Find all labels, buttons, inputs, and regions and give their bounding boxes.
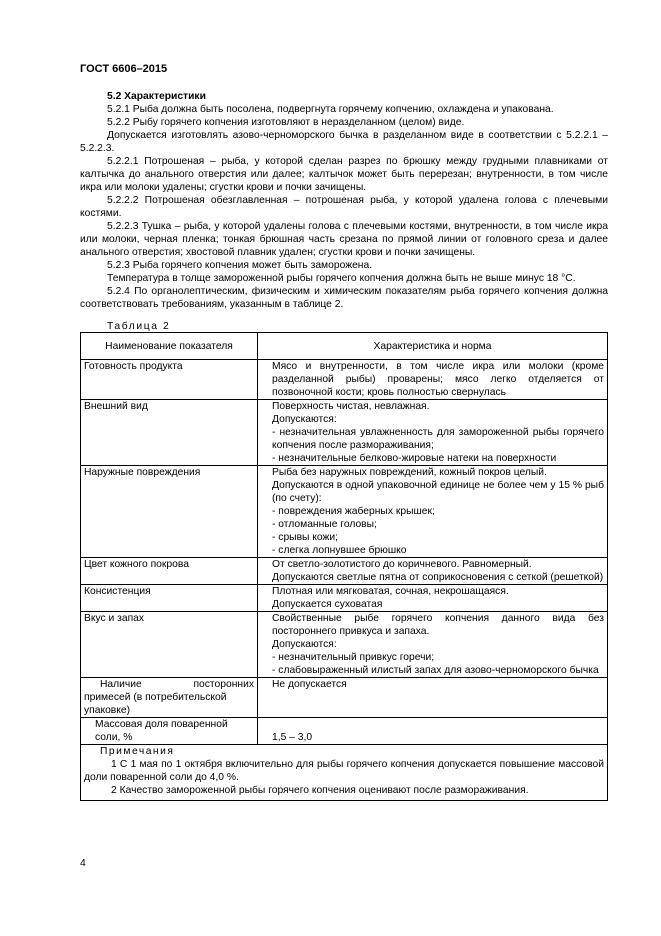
value-line: Не допускается (272, 679, 347, 690)
note-1: 1 С 1 мая по 1 октября включительно для рыбы горячего копчения допускается повышение массовой доли поваренной соли до 4,0 %. (84, 759, 604, 783)
value-line: 1,5 – 3,0 (272, 732, 313, 743)
row-value (258, 585, 608, 612)
section-5-2 (80, 90, 608, 311)
value-line: Допускаются: (272, 639, 337, 650)
value-line: Поверхность чистая, невлажная. (272, 401, 430, 412)
row-name: Консистенция (81, 585, 258, 612)
value-line: - срывы кожи; (272, 532, 339, 543)
notes-title: Примечания (100, 746, 175, 757)
row-name: Наружные повреждения (81, 466, 258, 558)
row-name: Цвет кожного покрова (81, 558, 258, 585)
value-line: Допускаются светлые пятна от соприкосновения с сеткой (решеткой) (272, 572, 604, 583)
value-line: - незначительная увлажненность для замороженной рыбы горячего копчения после размораживания; (272, 427, 604, 451)
table-row (81, 585, 608, 612)
table-caption: Таблица 2 (107, 321, 171, 332)
row-name: Внешний вид (81, 400, 258, 466)
paragraph-5-2-4: 5.2.4 По органолептическим, физическим и химическим показателям рыба горячего копчения должна соответствовать требованиям, указанным в таблице 2. (80, 286, 608, 310)
row-value (258, 678, 608, 718)
value-line: Допускаются: (272, 414, 337, 425)
paragraph-5-2-1: 5.2.1 Рыба должна быть посолена, подвергнута горячему копчению, охлаждена и упакована. (107, 104, 554, 115)
row-name-line: примесей (в потребительской упаковке) (84, 692, 227, 716)
value-line: Допускается суховатая (272, 599, 383, 610)
notes-row (81, 745, 608, 801)
spec-table (80, 332, 608, 801)
header-indicator: Наименование показателя (81, 333, 258, 360)
row-name-line: Наличие посторонних (100, 679, 254, 690)
value-line: Плотная или мягковатая, сочная, некрошащаяся. (272, 586, 509, 597)
row-value (258, 612, 608, 678)
value-line: От светло-золотистого до коричневого. Равномерный. (272, 559, 532, 570)
section-title: 5.2 Характеристики (107, 91, 206, 102)
value-line: - слабовыраженный илистый запах для азово-черноморского бычка (272, 665, 599, 676)
paragraph-5-2-2: 5.2.2 Рыбу горячего копчения изготовляют в неразделанном (целом) виде. (107, 117, 465, 128)
value-line: - незначительный привкус горечи; (272, 652, 435, 663)
row-name (81, 678, 258, 718)
row-value (258, 360, 608, 400)
row-value (258, 558, 608, 585)
row-name: Готовность продукта (81, 360, 258, 400)
table-row (81, 360, 608, 400)
value-line: - повреждения жаберных крышек; (272, 506, 435, 517)
table-header-row (81, 333, 608, 360)
table-row (81, 718, 608, 745)
page-number: 4 (80, 858, 86, 869)
paragraph-5-2-2-2: 5.2.2.2 Потрошеная обезглавленная – потрошеная рыба, у которой удалена голова с плечевыми костями. (80, 195, 608, 219)
table-row (81, 400, 608, 466)
paragraph-temperature: Температура в толще замороженной рыбы горячего копчения должна быть не выше минус 18 °С. (107, 273, 576, 284)
table-row (81, 558, 608, 585)
row-value (258, 466, 608, 558)
table-row (81, 466, 608, 558)
table-notes (81, 745, 608, 801)
value-line: - слегка лопнувшее брюшко (272, 545, 407, 556)
row-name: Массовая доля поваренной соли, % (81, 718, 258, 745)
value-line: Мясо и внутренности, в том числе икра или молоки (кроме разделанной рыбы) проварены; мясо легко отделяется от позвоночной кости; кровь полностью свернулась (272, 361, 604, 398)
row-name: Вкус и запах (81, 612, 258, 678)
value-line: - отломанные головы; (272, 519, 377, 530)
paragraph-5-2-2-3: 5.2.2.3 Тушка – рыба, у которой удалены голова с плечевыми костями, внутренности, в том числе икра или молоки, черная пленка; тонкая брюшная часть срезана по прямой линии от головного среза и далее анального отверстия; хвостовой плавник удален; сгустки крови и почки зачищены. (80, 221, 608, 258)
value-line: - незначительные белково-жировые натеки на поверхности (272, 453, 557, 464)
paragraph-allowed-cut: Допускается изготовлять азово-черноморского бычка в разделанном виде в соответствии с 5.2.2.1 – 5.2.2.3. (80, 130, 608, 154)
note-2: 2 Качество замороженной рыбы горячего копчения оценивают после размораживания. (111, 785, 529, 796)
paragraph-5-2-3: 5.2.3 Рыба горячего копчения может быть заморожена. (107, 260, 373, 271)
document-header: ГОСТ 6606–2015 (80, 63, 168, 75)
row-value (258, 400, 608, 466)
value-line: Свойственные рыбе горячего копчения данного вида без постороннего привкуса и запаха. (272, 613, 604, 637)
value-line: Допускаются в одной упаковочной единице не более чем у 15 % рыб (по счету): (272, 480, 604, 504)
header-characteristic: Характеристика и норма (258, 333, 608, 360)
value-line: Рыба без наружных повреждений, кожный покров целый. (272, 467, 547, 478)
table-row (81, 678, 608, 718)
table-row (81, 612, 608, 678)
paragraph-5-2-2-1: 5.2.2.1 Потрошеная – рыба, у которой сделан разрез по брюшку между грудными плавниками от калтычка до анального отверстия или далее; калтычок может быть перерезан; внутренности, в том числе икра или молоки удалены; сгустки крови и почки зачищены. (80, 156, 608, 193)
row-value (258, 718, 608, 745)
